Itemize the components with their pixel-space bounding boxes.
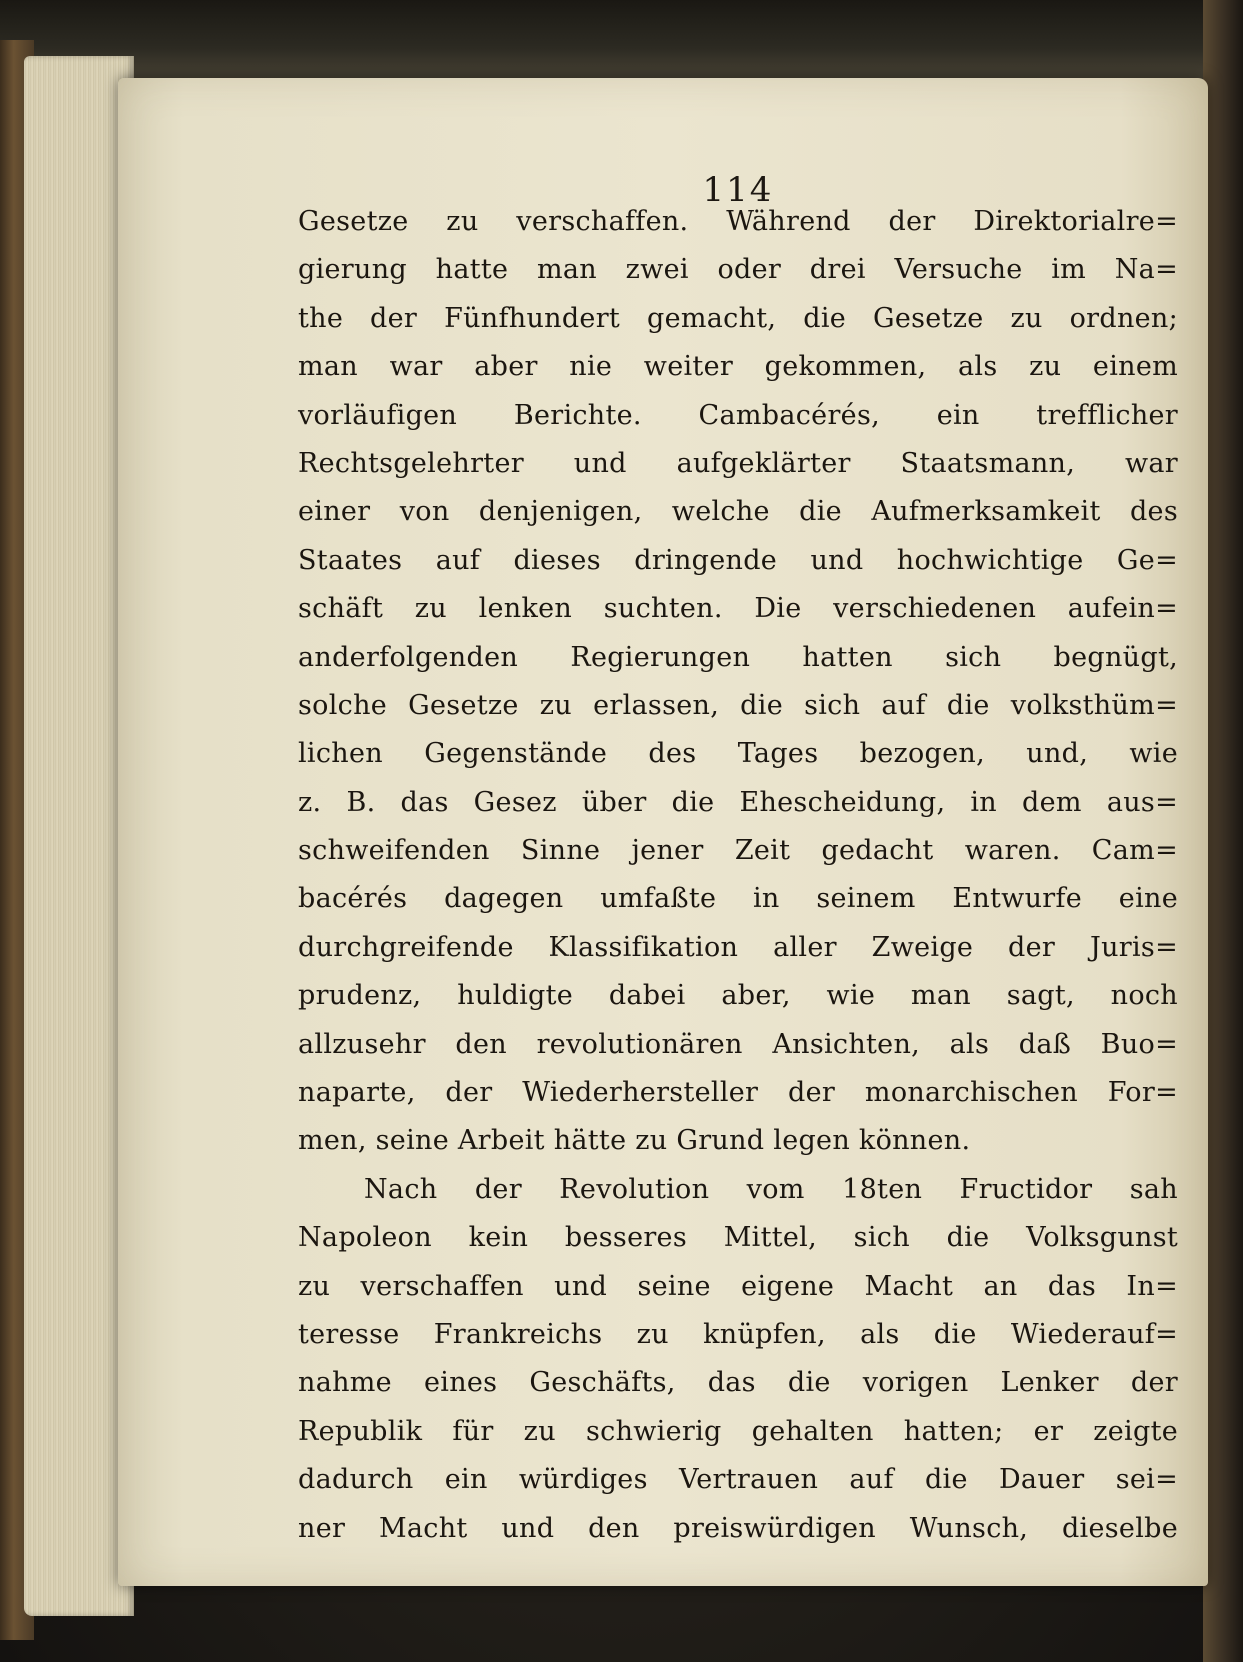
book-page xyxy=(118,78,1208,1586)
page-text xyxy=(298,198,1178,1553)
book-cover-right xyxy=(1203,0,1243,1662)
text-line: zu verschaffen und seine eigene Macht an das In= xyxy=(298,1270,1178,1302)
text-line: schweifenden Sinne jener Zeit gedacht waren. Cam= xyxy=(298,835,1178,867)
text-line: gierung hatte man zwei oder drei Versuche im Na= xyxy=(298,254,1178,286)
text-line: men, seine Arbeit hätte zu Grund legen können. xyxy=(298,1125,971,1157)
page-number: 114 xyxy=(702,170,774,210)
text-line: Staates auf dieses dringende und hochwichtige Ge= xyxy=(298,544,1178,576)
text-line: Gesetze zu verschaffen. Während der Direktorialre= xyxy=(298,206,1178,237)
text-line: lichen Gegenstände des Tages bezogen, und, wie xyxy=(298,738,1178,770)
text-line: teresse Frankreichs zu knüpfen, als die Wiederauf= xyxy=(298,1318,1178,1350)
text-line: bacérés dagegen umfaßte in seinem Entwurfe eine xyxy=(298,883,1178,915)
paragraph-start-line: Nach der Revolution vom 18ten Fructidor sah xyxy=(364,1173,1178,1205)
text-line: schäft zu lenken suchten. Die verschiedenen aufein= xyxy=(298,593,1178,625)
book-cover-top xyxy=(0,0,1243,80)
text-line: Napoleon kein besseres Mittel, sich die Volksgunst xyxy=(298,1222,1178,1254)
text-line: z. B. das Gesez über die Ehescheidung, in dem aus= xyxy=(298,786,1178,818)
text-line: solche Gesetze zu erlassen, die sich auf die volksthüm= xyxy=(298,689,1178,721)
text-line: einer von denjenigen, welche die Aufmerksamkeit des xyxy=(298,496,1178,528)
text-line: allzusehr den revolutionären Ansichten, als daß Buo= xyxy=(298,1028,1178,1060)
text-line: vorläufigen Berichte. Cambacérés, ein trefflicher xyxy=(298,399,1178,431)
text-line: the der Fünfhundert gemacht, die Gesetze zu ordnen; xyxy=(298,302,1178,334)
text-line: nahme eines Geschäfts, das die vorigen Lenker der xyxy=(298,1367,1178,1399)
text-line: dadurch ein würdiges Vertrauen auf die Dauer sei= xyxy=(298,1464,1178,1496)
text-line: man war aber nie weiter gekommen, als zu einem xyxy=(298,351,1178,383)
text-line: naparte, der Wiederhersteller der monarchischen For= xyxy=(298,1077,1178,1109)
text-line: Republik für zu schwierig gehalten hatten; er zeigte xyxy=(298,1415,1178,1447)
text-line: durchgreifende Klassifikation aller Zweige der Juris= xyxy=(298,931,1178,963)
text-line: ner Macht und den preiswürdigen Wunsch, dieselbe xyxy=(298,1512,1178,1544)
text-line: anderfolgenden Regierungen hatten sich begnügt, xyxy=(298,641,1178,673)
text-line: Rechtsgelehrter und aufgeklärter Staatsmann, war xyxy=(298,447,1178,479)
text-line: prudenz, huldigte dabei aber, wie man sagt, noch xyxy=(298,980,1178,1012)
